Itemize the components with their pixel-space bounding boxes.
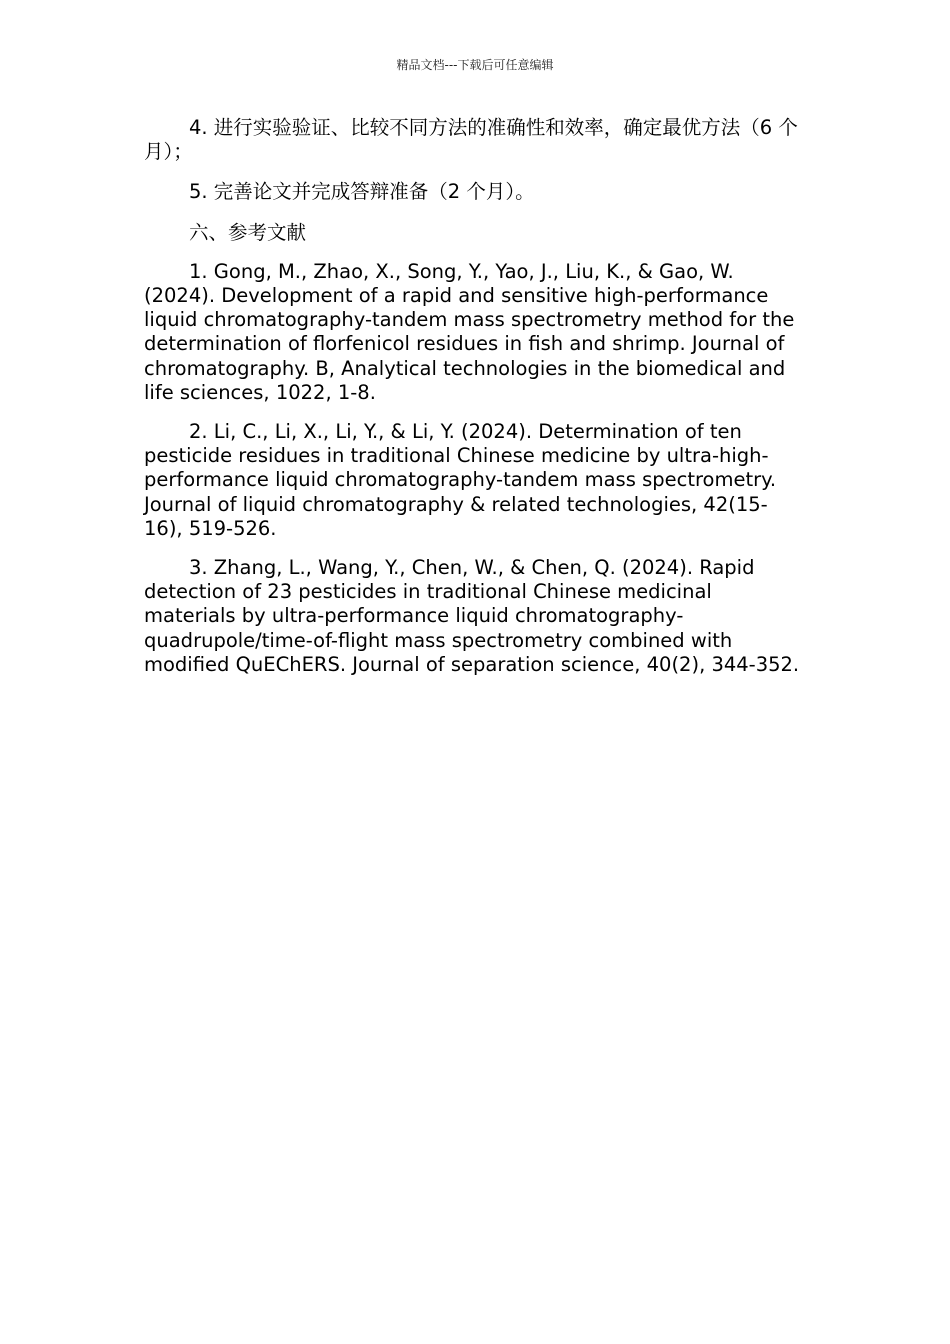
plan-step-5: 5. 完善论文并完成答辩准备（2 个月）。 [189,180,535,204]
section-heading-references: 六、参考文献 [189,220,307,244]
reference-item: 3. Zhang, L., Wang, Y., Chen, W., & Chen, Q. (2024). Rapid detection of 23 pesticides in traditional Chinese medicinal materials by ultra-performance liquid chromatography-quadrupole/time-of-flight mass spectrometry combined with modified QuEChERS. Journal of separation science, 40(2), 344-352. [144,556,800,676]
plan-step-4: 4. 进行实验验证、比较不同方法的准确性和效率，确定最优方法（6 个月）； [144,116,798,164]
reference-item: 1. Gong, M., Zhao, X., Song, Y., Yao, J., Liu, K., & Gao, W. (2024). Development of a rapid and sensitive high-performance liquid chromatography-tandem mass spectrometry method for the determination of florfenicol residues in fish and shrimp. Journal of chromatography. B, Analytical technologies in the biomedical and life sciences, 1022, 1-8. [144,259,795,404]
document-body [144,116,804,677]
reference-item: 2. Li, C., Li, X., Li, Y., & Li, Y. (2024). Determination of ten pesticide residues in traditional Chinese medicine by ultra-high-performance liquid chromatography-tandem mass spectrometry. Journal of liquid chromatography & related technologies, 42(15-16), 519-526. [144,420,777,540]
page-header: 精品文档---下载后可任意编辑 [396,58,554,72]
